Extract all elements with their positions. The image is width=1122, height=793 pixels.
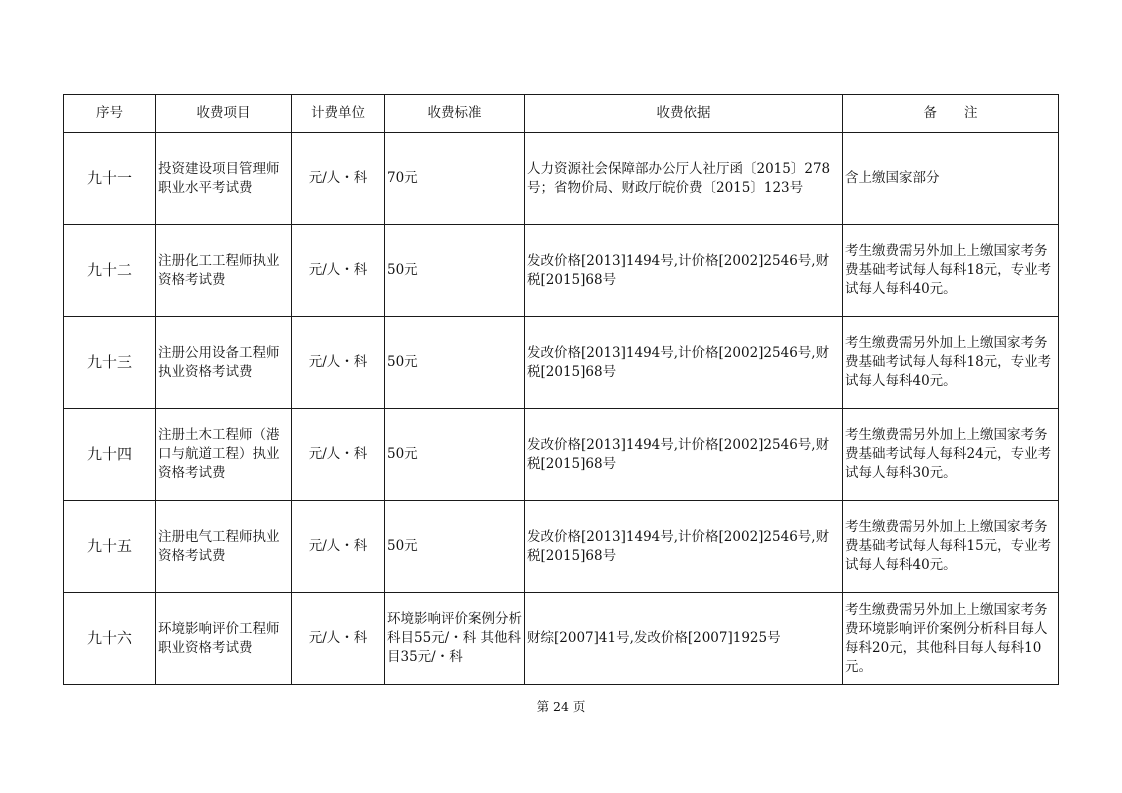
header-standard: 收费标准: [385, 95, 525, 133]
cell-note: 含上缴国家部分: [843, 133, 1059, 225]
table-header-row: [64, 95, 1059, 133]
cell-index: 九十四: [64, 409, 156, 501]
page-number: 第 24 页: [536, 699, 586, 714]
cell-unit: 元/人・科: [292, 133, 385, 225]
cell-basis: 人力资源社会保障部办公厅人社厅函〔2015〕278号；省物价局、财政厅皖价费〔2015〕123号: [525, 133, 843, 225]
cell-standard: 50元: [385, 409, 525, 501]
cell-basis: 发改价格[2013]1494号,计价格[2002]2546号,财税[2015]68号: [525, 501, 843, 593]
table-row: [64, 593, 1059, 685]
cell-standard: 50元: [385, 501, 525, 593]
cell-unit: 元/人・科: [292, 409, 385, 501]
header-note: 备 注: [843, 95, 1059, 133]
cell-basis: 发改价格[2013]1494号,计价格[2002]2546号,财税[2015]68号: [525, 317, 843, 409]
cell-index: 九十一: [64, 133, 156, 225]
cell-unit: 元/人・科: [292, 593, 385, 685]
cell-note: 考生缴费需另外加上上缴国家考务费环境影响评价案例分析科目每人每科20元，其他科目每人每科10元。: [843, 593, 1059, 685]
cell-index: 九十六: [64, 593, 156, 685]
header-index: 序号: [64, 95, 156, 133]
cell-item: 注册土木工程师（港口与航道工程）执业资格考试费: [156, 409, 292, 501]
cell-standard: 环境影响评价案例分析科目55元/・科 其他科目35元/・科: [385, 593, 525, 685]
cell-basis: 财综[2007]41号,发改价格[2007]1925号: [525, 593, 843, 685]
cell-basis: 发改价格[2013]1494号,计价格[2002]2546号,财税[2015]68号: [525, 409, 843, 501]
fee-table: [63, 94, 1059, 685]
cell-note: 考生缴费需另外加上上缴国家考务费基础考试每人每科18元，专业考试每人每科40元。: [843, 317, 1059, 409]
cell-item: 注册化工工程师执业资格考试费: [156, 225, 292, 317]
table-row: [64, 225, 1059, 317]
cell-unit: 元/人・科: [292, 501, 385, 593]
table-row: [64, 317, 1059, 409]
header-unit: 计费单位: [292, 95, 385, 133]
header-item: 收费项目: [156, 95, 292, 133]
cell-item: 注册电气工程师执业资格考试费: [156, 501, 292, 593]
cell-index: 九十三: [64, 317, 156, 409]
cell-standard: 50元: [385, 317, 525, 409]
table-row: [64, 501, 1059, 593]
cell-note: 考生缴费需另外加上上缴国家考务费基础考试每人每科24元，专业考试每人每科30元。: [843, 409, 1059, 501]
cell-unit: 元/人・科: [292, 317, 385, 409]
cell-index: 九十五: [64, 501, 156, 593]
table-row: [64, 409, 1059, 501]
cell-note: 考生缴费需另外加上上缴国家考务费基础考试每人每科15元，专业考试每人每科40元。: [843, 501, 1059, 593]
cell-item: 投资建设项目管理师职业水平考试费: [156, 133, 292, 225]
table-row: [64, 133, 1059, 225]
cell-basis: 发改价格[2013]1494号,计价格[2002]2546号,财税[2015]68号: [525, 225, 843, 317]
cell-standard: 70元: [385, 133, 525, 225]
cell-item: 注册公用设备工程师执业资格考试费: [156, 317, 292, 409]
cell-standard: 50元: [385, 225, 525, 317]
cell-note: 考生缴费需另外加上上缴国家考务费基础考试每人每科18元，专业考试每人每科40元。: [843, 225, 1059, 317]
cell-item: 环境影响评价工程师职业资格考试费: [156, 593, 292, 685]
cell-unit: 元/人・科: [292, 225, 385, 317]
cell-index: 九十二: [64, 225, 156, 317]
header-basis: 收费依据: [525, 95, 843, 133]
